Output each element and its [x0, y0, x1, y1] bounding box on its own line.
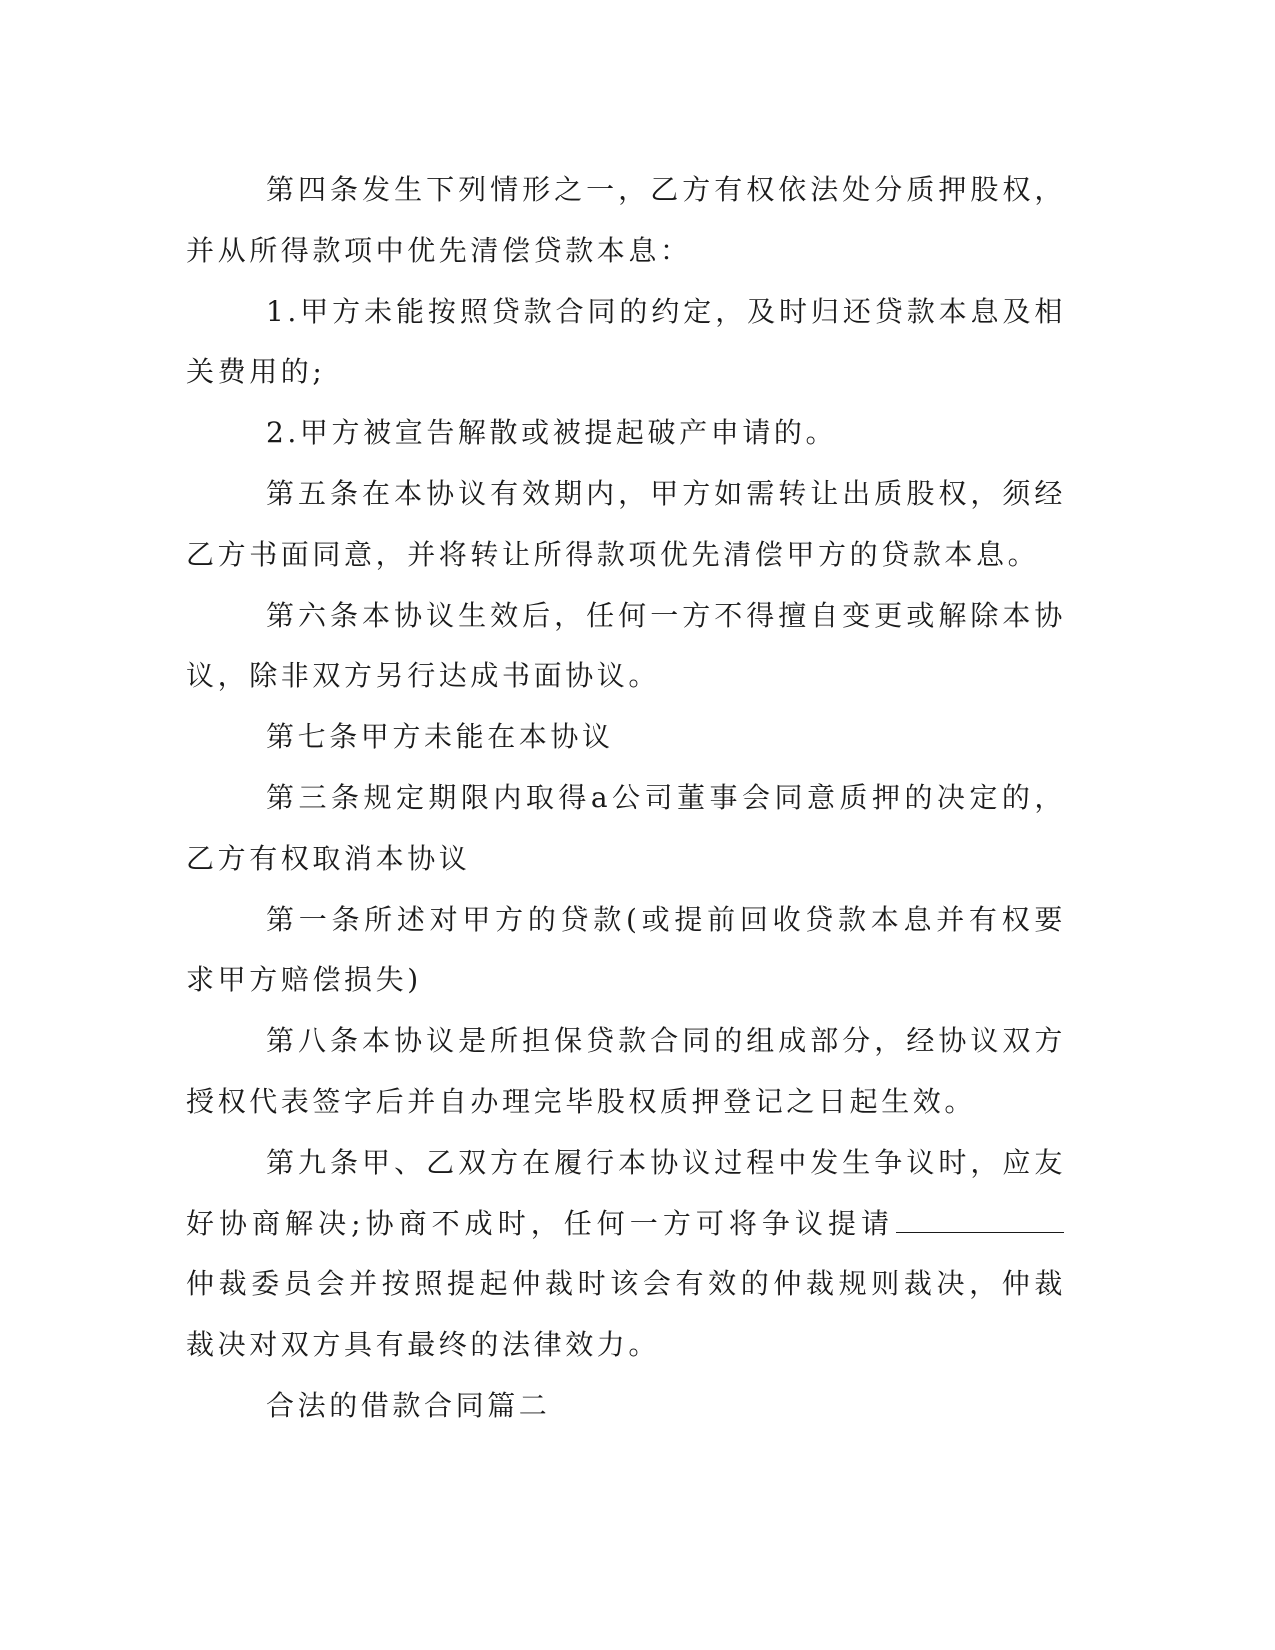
article-4-item-2: 2.甲方被宣告解散或被提起破产申请的。	[266, 416, 838, 450]
article-9-text-before-blank: 第九条甲、乙双方在履行本协议过程中发生争议时，应友好协商解决;协商不成时，任何一方可将争议提请	[186, 1145, 1066, 1240]
section-title: 合法的借款合同篇二	[266, 1388, 551, 1422]
article-8-paragraph: 第八条本协议是所担保贷款合同的组成部分，经协议双方授权代表签字后并自办理完毕股权质押登记之日起生效。	[186, 1024, 1066, 1118]
arbitration-commission-blank	[896, 1206, 1064, 1233]
article-5-paragraph: 第五条在本协议有效期内，甲方如需转让出质股权，须经乙方书面同意，并将转让所得款项优先清偿甲方的贷款本息。	[186, 476, 1066, 571]
article-9-text-after-blank: 仲裁委员会并按照提起仲裁时该会有效的仲裁规则裁决，仲裁裁决对双方具有最终的法律效力。	[186, 1267, 1066, 1362]
article-4-paragraph: 第四条发生下列情形之一，乙方有权依法处分质押股权，并从所得款项中优先清偿贷款本息：	[186, 173, 1066, 267]
article-3-reference-paragraph: 第三条规定期限内取得a公司董事会同意质押的决定的，乙方有权取消本协议	[186, 780, 1066, 875]
article-7-paragraph: 第七条甲方未能在本协议	[266, 720, 614, 754]
article-4-item-1: 1.甲方未能按照贷款合同的约定，及时归还贷款本息及相关费用的;	[186, 294, 1066, 389]
article-1-reference-paragraph: 第一条所述对甲方的贷款(或提前回收贷款本息并有权要求甲方赔偿损失)	[186, 902, 1066, 997]
document-body	[186, 160, 1066, 1437]
article-6-paragraph: 第六条本协议生效后，任何一方不得擅自变更或解除本协议，除非双方另行达成书面协议。	[186, 598, 1066, 693]
article-9-paragraph	[186, 1133, 1066, 1376]
